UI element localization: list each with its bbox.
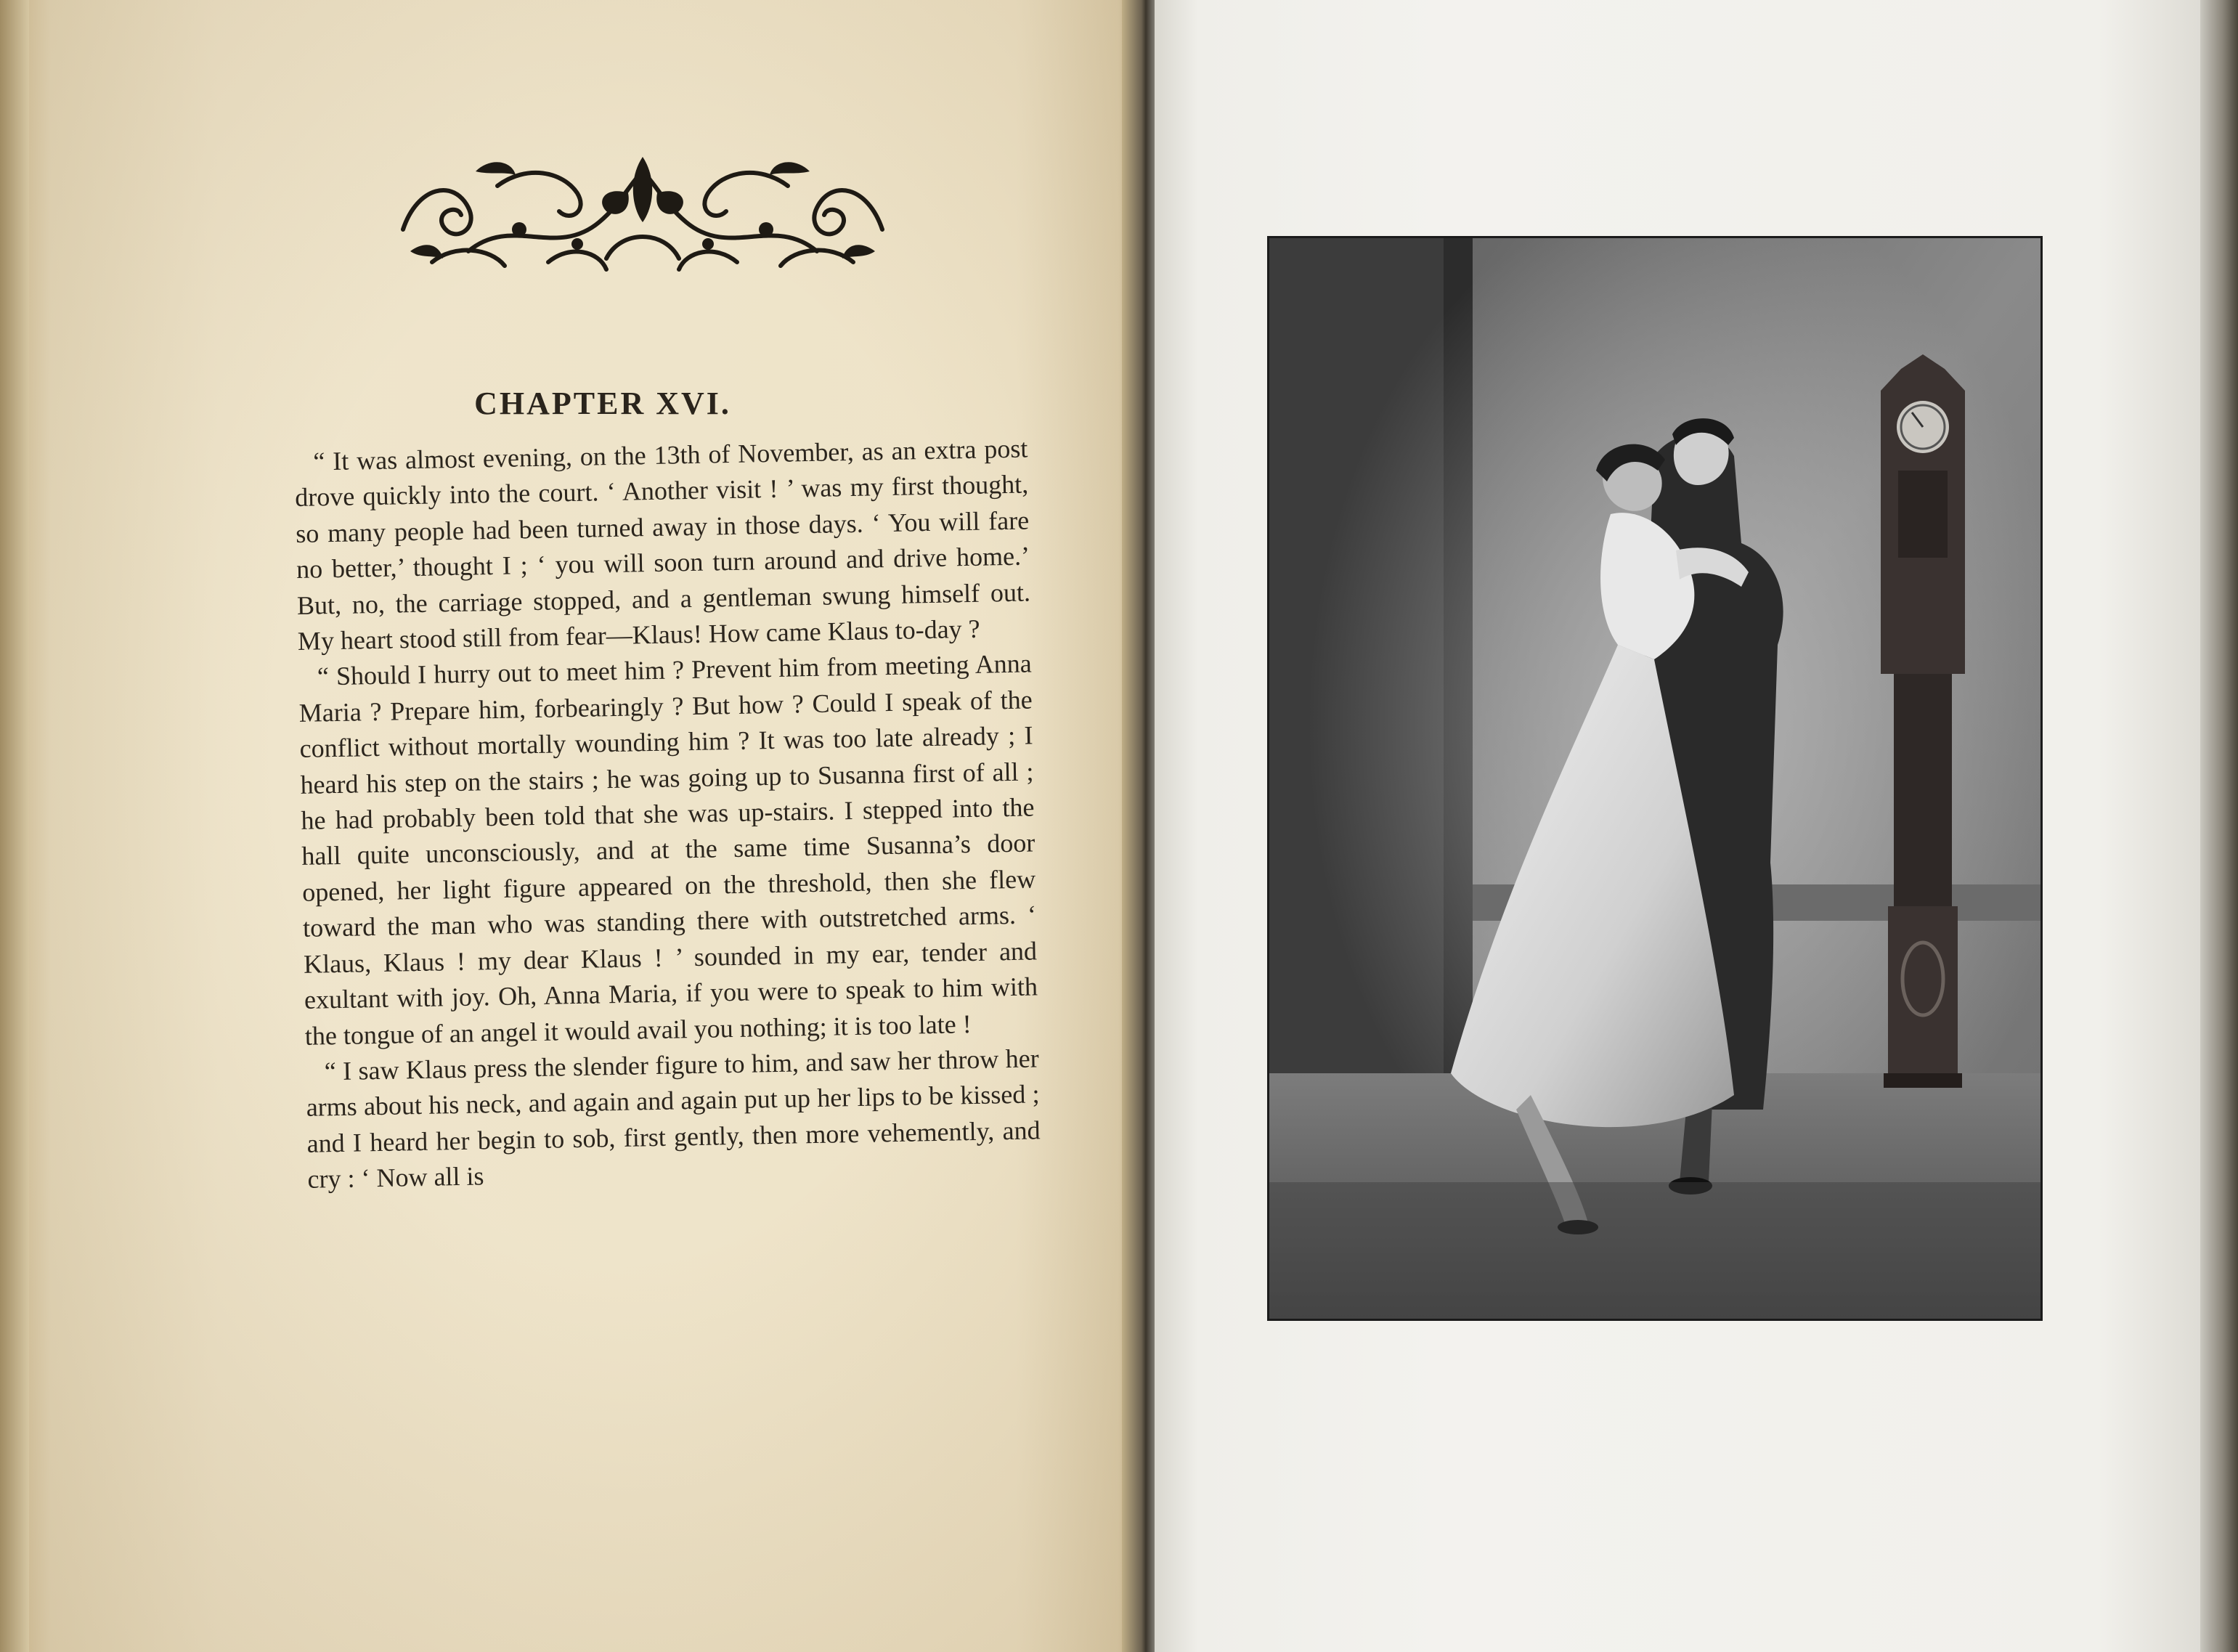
- decorative-headpiece: [388, 142, 897, 273]
- chapter-body-text: [294, 431, 1041, 1197]
- chapter-heading: CHAPTER XVI.: [474, 386, 731, 421]
- embracing-couple-illustration: [1269, 238, 2040, 1319]
- paragraph-3: “ I saw Klaus press the slender figure to him, and saw her throw her arms about his neck, and again and again put up her lips to be kissed ; and I heard her begin to sob, first gently, then more vehemently, and cry : ‘ Now all is: [306, 1043, 1041, 1194]
- book-edge: [2200, 0, 2238, 1652]
- paragraph-1: “ It was almost evening, on the 13th of November, as an extra post drove quickly into the court. ‘ Another visit ! ’ was my first thought, so many people had been turned away in those days. ‘ You will fare no better,’ thought I ; ‘ you will soon turn around and drive home.’ But, no, the carriage stopped, and a gentleman swung himself out. My heart stood still from fear—Klaus! How came Klaus to-day ?: [294, 434, 1031, 656]
- paragraph-2: “ Should I hurry out to meet him ? Prevent him from meeting Anna Maria ? Prepare him, forbearingly ? But how ? Could I speak of the conflict without mortally wounding him ? It was too late already ; I heard his step on the stairs ; he was going up to Susanna first of all ; he had probably been told that she was up-stairs. I stepped into the hall quite unconsciously, and at the same time Susanna’s door opened, her light figure appeared on the threshold, then she flew toward the man who was standing there with outstretched arms. ‘ Klaus, Klaus ! my dear Klaus ! ’ sounded in my ear, tender and exultant with joy. Oh, Anna Maria, if you were to speak to him with the tongue of an angel it would avail you nothing; it is too late !: [298, 648, 1038, 1051]
- illustration-plate: [1267, 236, 2043, 1321]
